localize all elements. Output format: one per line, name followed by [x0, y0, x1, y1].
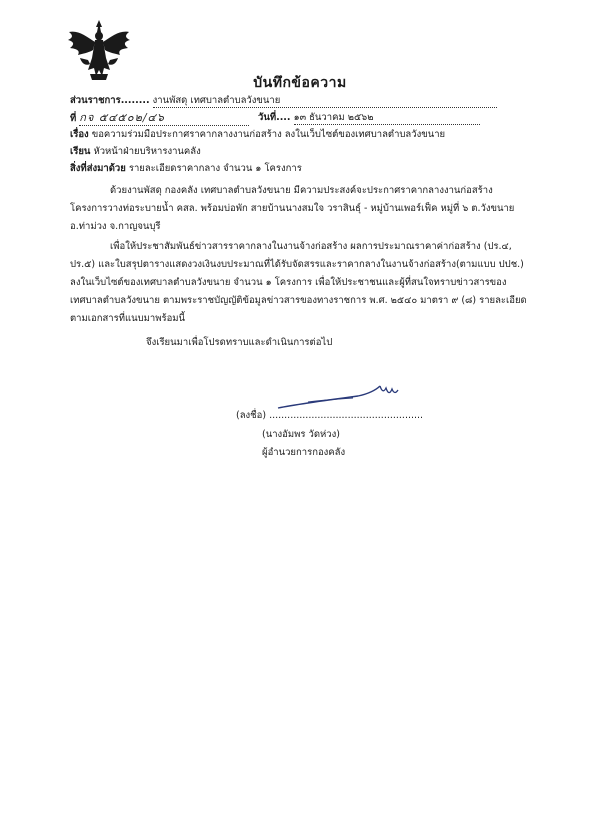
body-paragraph-2-text: เพื่อให้ประชาสัมพันธ์ข่าวสารราคากลางในงานจ้างก่อสร้าง ผลการประมาณราคาค่าก่อสร้าง (ปร.๔, ปร.๕) และใบสรุปตารางแสดงวงเงินงบประมาณที่ได้รับจัดสรรและราคากลางในงานจ้างก่อสร้าง(ตามแบบ ปปช.) ลงในเว็บไซต์ของเทศบาลตำบลวังขนาย จำนวน ๑ โครงการ เพื่อให้ประชาชนและผู้ที่สนใจทราบข่าวสารของเทศบาลตำบลวังขนาย ตามพระราชบัญญัติข้อมูลข่าวสารของทางราชการ พ.ศ. ๒๕๔๐ มาตรา ๙ (๘) รายละเอียดตามเอกสารที่แนบมาพร้อมนี้ — [70, 241, 527, 324]
attachment-label: สิ่งที่ส่งมาด้วย — [70, 163, 126, 174]
body-paragraph-1-text: ด้วยงานพัสดุ กองคลัง เทศบาลตำบลวังขนาย มีความประสงค์จะประกาศราคากลางงานก่อสร้าง โครงการวางท่อระบายน้ำ คสล. พร้อมบ่อพัก สายบ้านนางสมใจ วราสินธุ์ - หมู่บ้านเพอร์เฟ็ค หมู่ที่ ๖ ต.วังขนาย อ.ท่าม่วง จ.กาญจนบุรี — [70, 185, 515, 232]
subject-value: ขอความร่วมมือประกาศราคากลางงานก่อสร้าง ลงในเว็บไซต์ของเทศบาลตำบลวังขนาย — [91, 129, 446, 140]
date-value: ๑๓ ธันวาคม ๒๕๖๒ — [293, 112, 374, 123]
sign-label: (ลงชื่อ) — [236, 410, 267, 421]
subject-label: เรื่อง — [70, 129, 89, 140]
body-paragraph-3 — [70, 334, 530, 352]
date-label: วันที่.... — [258, 112, 291, 123]
to-value: หัวหน้าฝ่ายบริหารงานคลัง — [93, 146, 201, 157]
sign-line — [236, 408, 423, 423]
body-paragraph-1 — [70, 182, 530, 236]
sign-dots: ................................................... — [269, 410, 424, 421]
doc-number-label: ที่ — [70, 113, 77, 124]
attachment-value: รายละเอียดราคากลาง จำนวน ๑ โครงการ — [128, 163, 302, 174]
doc-number-line — [70, 111, 249, 126]
body-paragraph-3-text: จึงเรียนมาเพื่อโปรดทราบและดำเนินการต่อไป — [146, 337, 333, 348]
signer-name: (นางอัมพร วัดห่วง) — [262, 429, 340, 440]
agency-value: งานพัสดุ เทศบาลตำบลวังขนาย — [152, 95, 281, 106]
to-label: เรียน — [70, 146, 91, 157]
signer-position: ผู้อำนวยการกองคลัง — [262, 447, 346, 458]
doc-number-value: กจ ๕๔๕๐๒/๔๖ — [79, 111, 165, 124]
body-paragraph-2 — [70, 238, 530, 328]
attachment-line — [70, 162, 302, 175]
agency-line — [70, 94, 497, 108]
date-line — [258, 111, 480, 125]
to-line — [70, 145, 201, 158]
agency-label: ส่วนราชการ........ — [70, 95, 150, 106]
subject-line — [70, 128, 445, 141]
memo-title: บันทึกข้อความ — [253, 75, 347, 91]
